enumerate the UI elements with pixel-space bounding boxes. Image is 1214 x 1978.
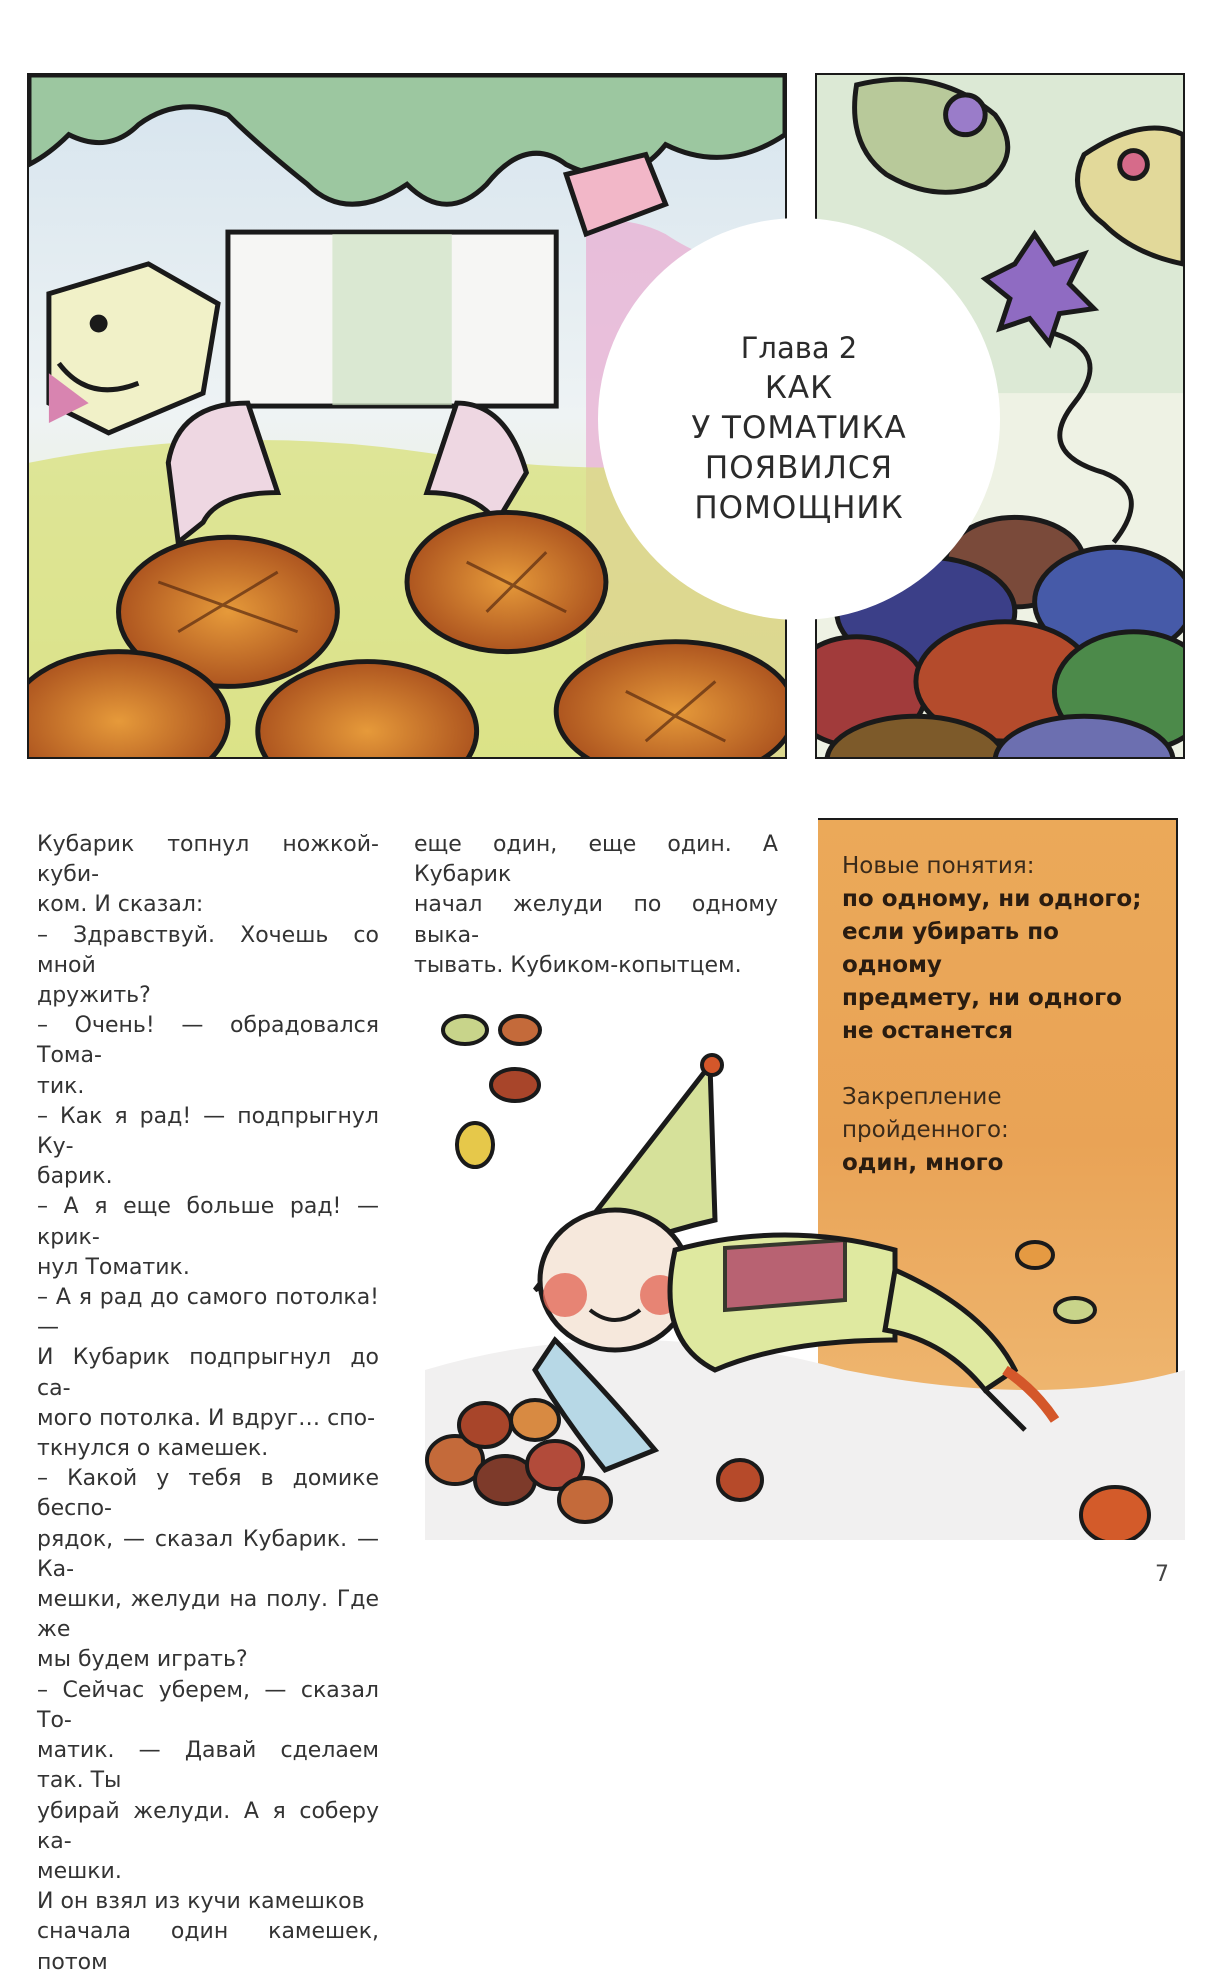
story-line: Кубарик топнул ножкой-куби- [37, 832, 379, 888]
story-line: ткнулся о камешек. [37, 1436, 269, 1462]
story-line: барик. [37, 1164, 113, 1190]
story-line: мого потолка. И вдруг… спо- [37, 1405, 376, 1431]
story-line: мы будем играть? [37, 1647, 248, 1673]
chapter-title-line: ПОМОЩНИК [694, 490, 904, 526]
story-line: убирай желуди. А я соберу ка- [37, 1798, 379, 1854]
chapter-title-line: ПОЯВИЛСЯ [704, 450, 894, 486]
chapter-title-circle [598, 218, 1000, 620]
story-line: ком. И сказал: [37, 892, 204, 918]
story-column-left [37, 830, 379, 1978]
story-line: сначала один камешек, потом [37, 1919, 379, 1975]
story-line: нул Томатик. [37, 1254, 190, 1280]
review-label: Закрепление [842, 1084, 1002, 1110]
new-concepts-label: Новые понятия: [842, 853, 1035, 879]
story-line: И он взял из кучи камешков [37, 1889, 365, 1915]
story-line: – Здравствуй. Хочешь со мной [37, 922, 379, 978]
story-line: тик. [37, 1073, 85, 1099]
review-item: один, много [842, 1150, 1004, 1176]
story-line: матик. — Давай сделаем так. Ты [37, 1738, 379, 1794]
review-label: пройденного: [842, 1117, 1009, 1143]
chapter-label: Глава 2 [740, 331, 858, 365]
story-line: – Очень! — обрадовался Тома- [37, 1013, 379, 1069]
new-concept-item: предмету, ни одного [842, 985, 1122, 1011]
tomatik-picking-drawing [425, 1010, 1185, 1540]
story-line: рядок, — сказал Кубарик. — Ка- [37, 1526, 379, 1582]
page-number: 7 [1155, 1562, 1169, 1587]
story-line: – Как я рад! — подпрыгнул Ку- [37, 1103, 379, 1160]
story-line: начал желуди по одному выка- [414, 892, 778, 948]
story-line: дружить? [37, 983, 151, 1009]
chapter-title-line: У ТОМАТИКА [691, 410, 907, 446]
illustration-tomatik-picking [425, 1010, 1185, 1540]
story-line: мешки. [37, 1858, 122, 1884]
new-concept-item: по одному, ни одного; [842, 886, 1142, 912]
story-line: – А я рад до самого потолка! — [37, 1285, 379, 1341]
new-concept-item: если убирать по одному [842, 919, 1059, 978]
story-line: – Сейчас уберем, — сказал То- [37, 1677, 379, 1733]
story-line: тывать. Кубиком-копытцем. [414, 952, 742, 978]
new-concept-item: не останется [842, 1018, 1014, 1044]
story-line: мешки, желуди на полу. Где же [37, 1587, 379, 1643]
story-line: – А я еще больше рад! — крик- [37, 1194, 379, 1250]
story-column-middle [414, 830, 778, 981]
story-line: И Кубарик подпрыгнул до са- [37, 1345, 379, 1401]
story-line: еще один, еще один. А Кубарик [414, 832, 778, 888]
chapter-title-line: КАК [764, 370, 834, 406]
story-line: – Какой у тебя в домике беспо- [37, 1466, 379, 1522]
